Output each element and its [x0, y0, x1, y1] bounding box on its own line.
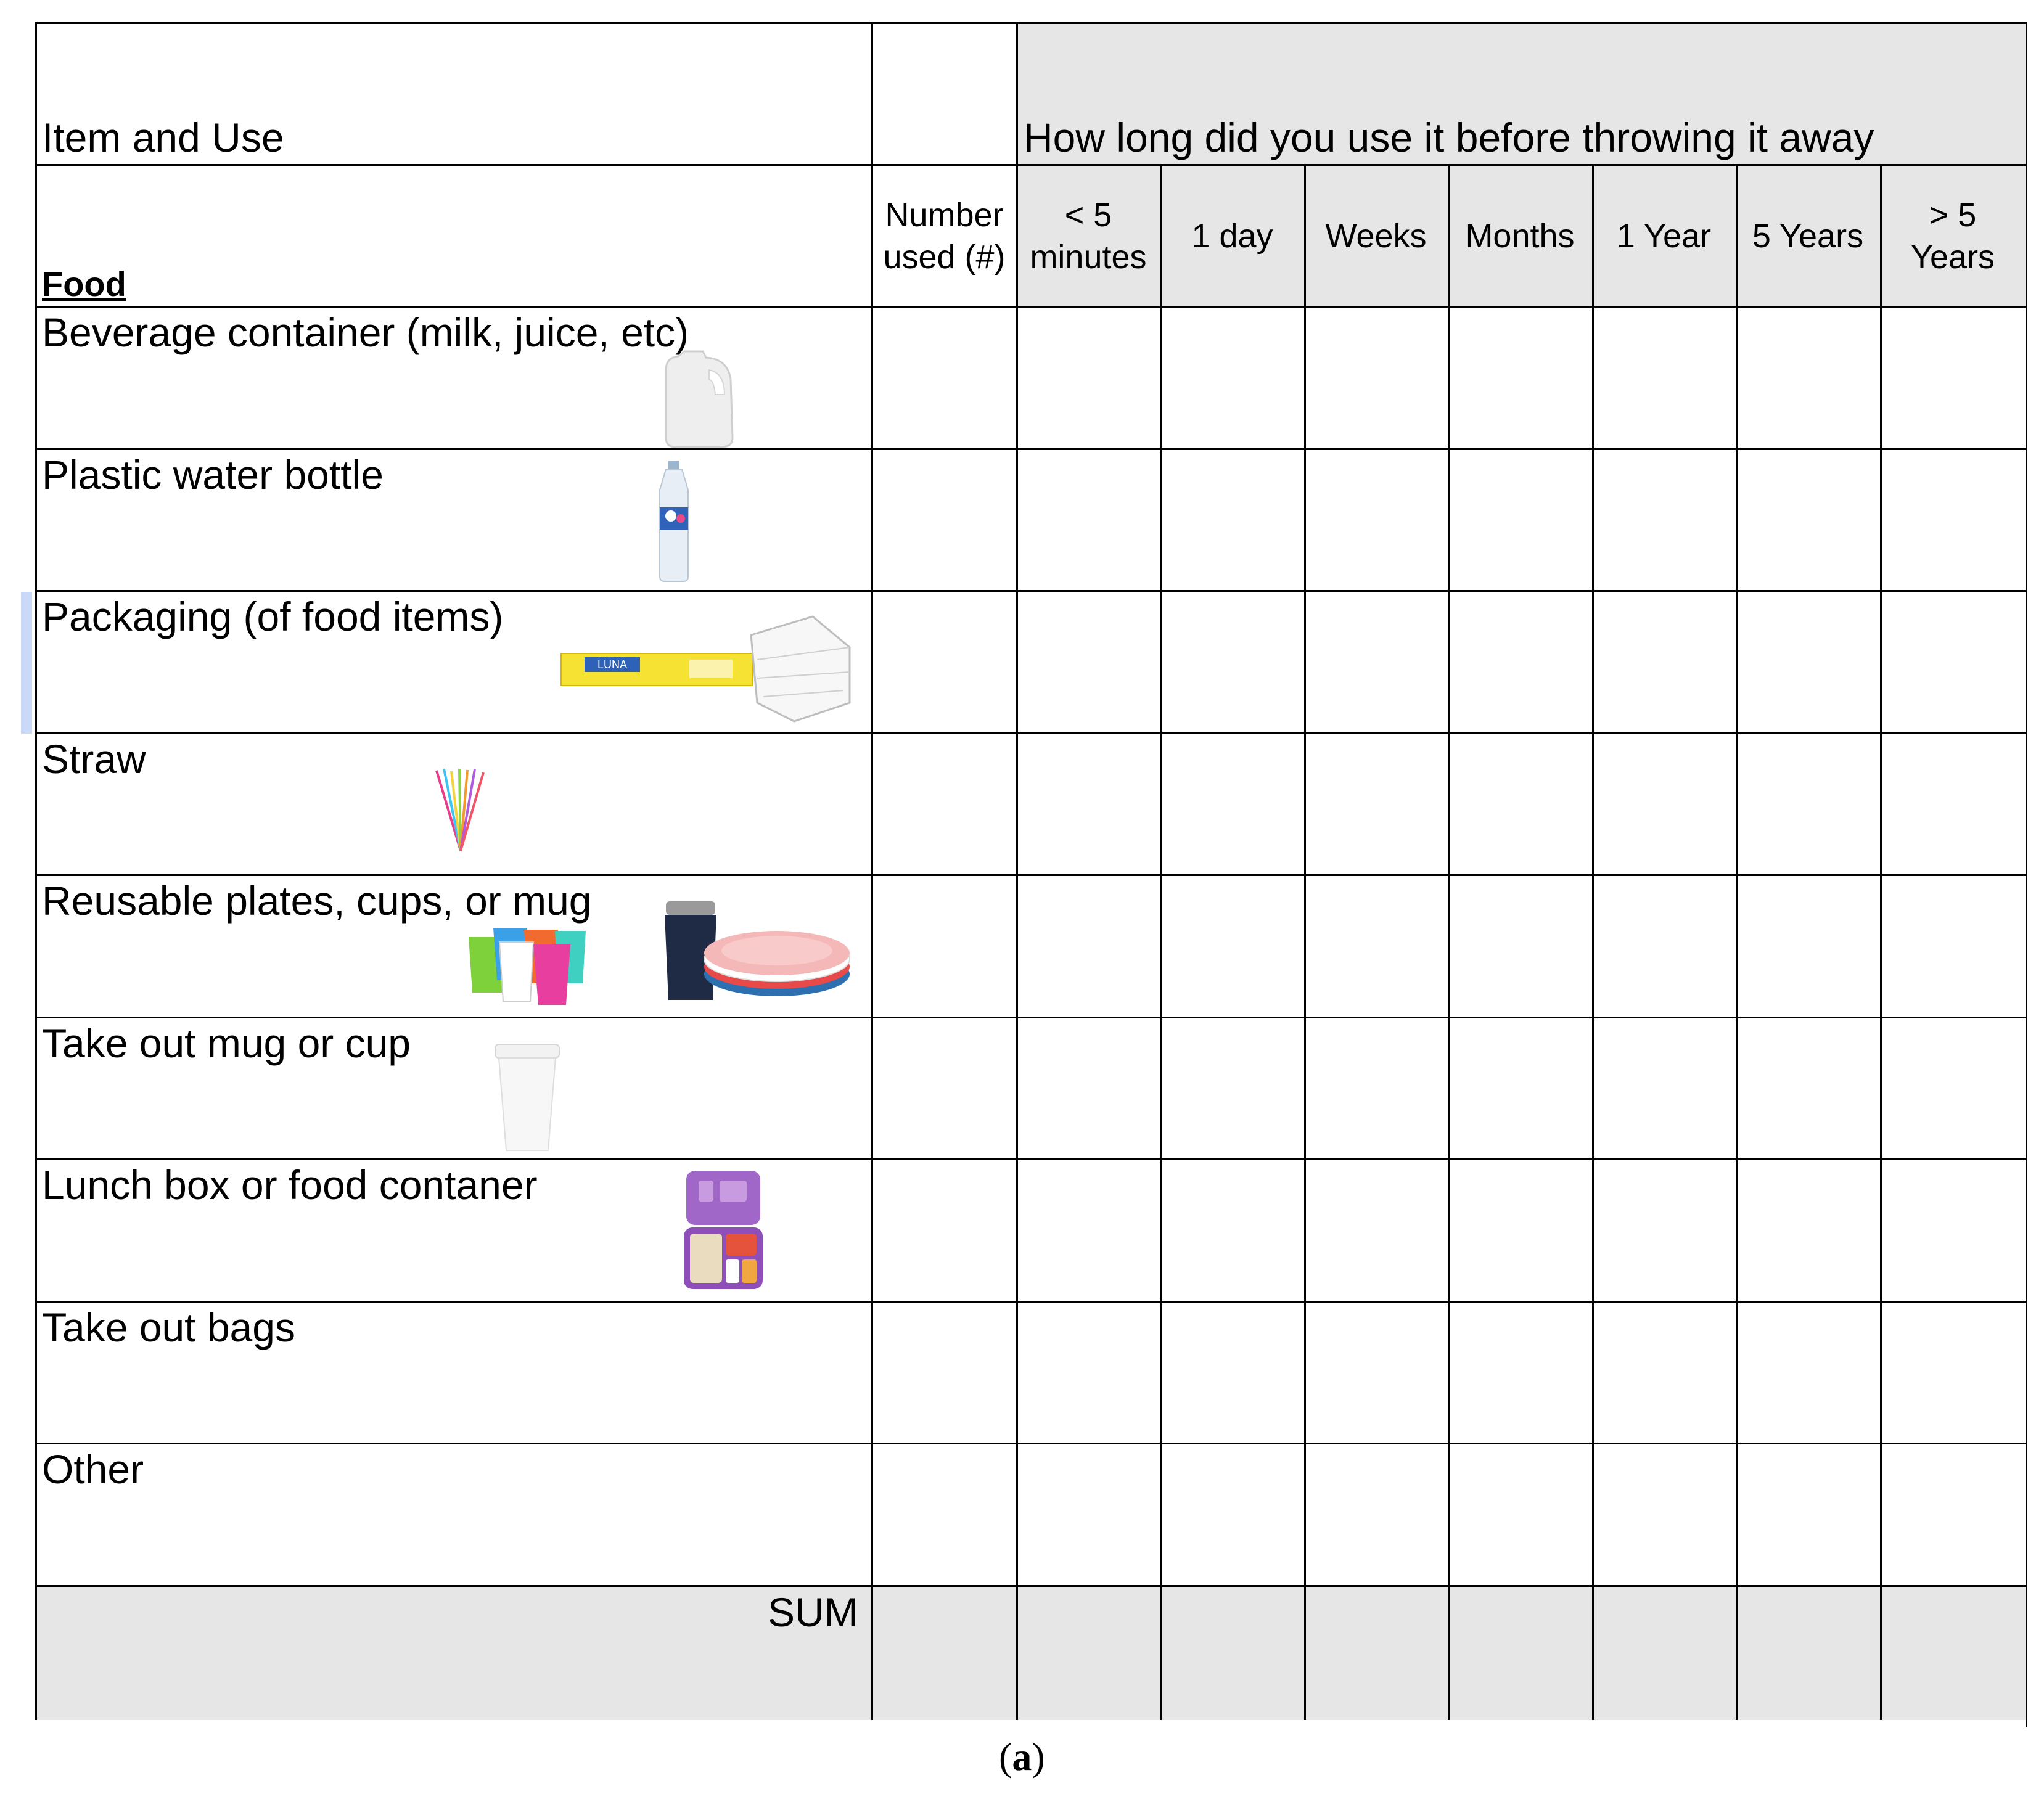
col-duration-header [1016, 195, 1160, 278]
food-packaging-icon [560, 610, 862, 727]
col-number-used [872, 195, 1016, 278]
grid-top-line [35, 22, 2026, 24]
grid-col-divider [1880, 164, 1882, 1720]
col-number-used-line1: Number [885, 197, 1004, 234]
row-label: Straw [42, 736, 146, 782]
col-duration-header [1592, 216, 1736, 258]
reusable-dishes-icon [456, 894, 863, 1011]
grid-row-line [35, 874, 2026, 876]
grid-right-border [2026, 22, 2027, 1727]
row-label: Beverage container (milk, juice, etc) [42, 309, 689, 355]
col-duration-header-line: Years [1910, 238, 1995, 276]
grid-left-border [35, 22, 37, 1720]
row-label: Lunch box or food contaner [42, 1162, 538, 1208]
col-duration-header [1736, 216, 1880, 258]
grid-col-divider [1160, 164, 1162, 1720]
milk-jug-icon [641, 345, 746, 450]
water-bottle-icon [652, 459, 696, 583]
row-label: Other [42, 1446, 144, 1492]
category-food: Food [42, 264, 126, 303]
col-duration-header [1448, 216, 1592, 258]
col-duration-header-line: 1 day [1191, 218, 1273, 255]
grid-col-divider [1304, 164, 1306, 1720]
takeout-cup-icon [490, 1042, 564, 1153]
caption-open-paren: ( [999, 1735, 1012, 1779]
grid-row-line [35, 448, 2026, 450]
header-item-and-use: Item and Use [42, 115, 284, 160]
caption-letter: a [1012, 1735, 1032, 1779]
luna-wrapper-text: LUNA [597, 658, 628, 671]
grid-col-divider [1736, 164, 1738, 1720]
col-duration-header [1304, 216, 1448, 258]
col-number-used-line2: used (#) [883, 238, 1006, 276]
row-label: Take out mug or cup [42, 1020, 411, 1066]
row-label: Packaging (of food items) [42, 594, 504, 639]
row-label: Plastic water bottle [42, 452, 384, 498]
grid-row-line [35, 1585, 2026, 1587]
row-label: Take out bags [42, 1305, 295, 1350]
grid-row-line [35, 1301, 2026, 1303]
grid-row-line [35, 1158, 2026, 1160]
row-selection-marker [21, 592, 32, 734]
col-duration-header-line: minutes [1030, 238, 1147, 276]
sum-label: SUM [768, 1589, 858, 1635]
col-duration-header [1880, 195, 2026, 278]
header-how-long: How long did you use it before throwing it away [1024, 115, 1874, 160]
figure-caption [999, 1737, 1045, 1777]
grid-row-line [35, 590, 2026, 592]
col-duration-header [1160, 216, 1304, 258]
caption-close-paren: ) [1032, 1735, 1045, 1779]
row-label: Reusable plates, cups, or mug [42, 878, 592, 924]
grid-col-divider [871, 22, 873, 1720]
straws-icon [432, 768, 490, 854]
grid-col-divider [1016, 22, 1018, 1720]
grid-header-line [35, 164, 2026, 166]
lunch-box-icon [681, 1168, 765, 1292]
grid-subheader-line [35, 306, 2026, 308]
grid-col-divider [1448, 164, 1450, 1720]
col-duration-header-line: 5 Years [1752, 218, 1864, 255]
sum-row-shade [35, 1586, 2026, 1720]
col-duration-header-line: < 5 [1064, 197, 1112, 234]
grid-col-divider [1592, 164, 1594, 1720]
col-duration-header-line: > 5 [1929, 197, 1977, 234]
col-duration-header-line: 1 Year [1616, 218, 1712, 255]
col-duration-header-line: Weeks [1325, 218, 1427, 255]
grid-row-line [35, 1017, 2026, 1018]
grid-row-line [35, 732, 2026, 734]
col-duration-header-line: Months [1465, 218, 1575, 255]
grid-row-line [35, 1443, 2026, 1444]
